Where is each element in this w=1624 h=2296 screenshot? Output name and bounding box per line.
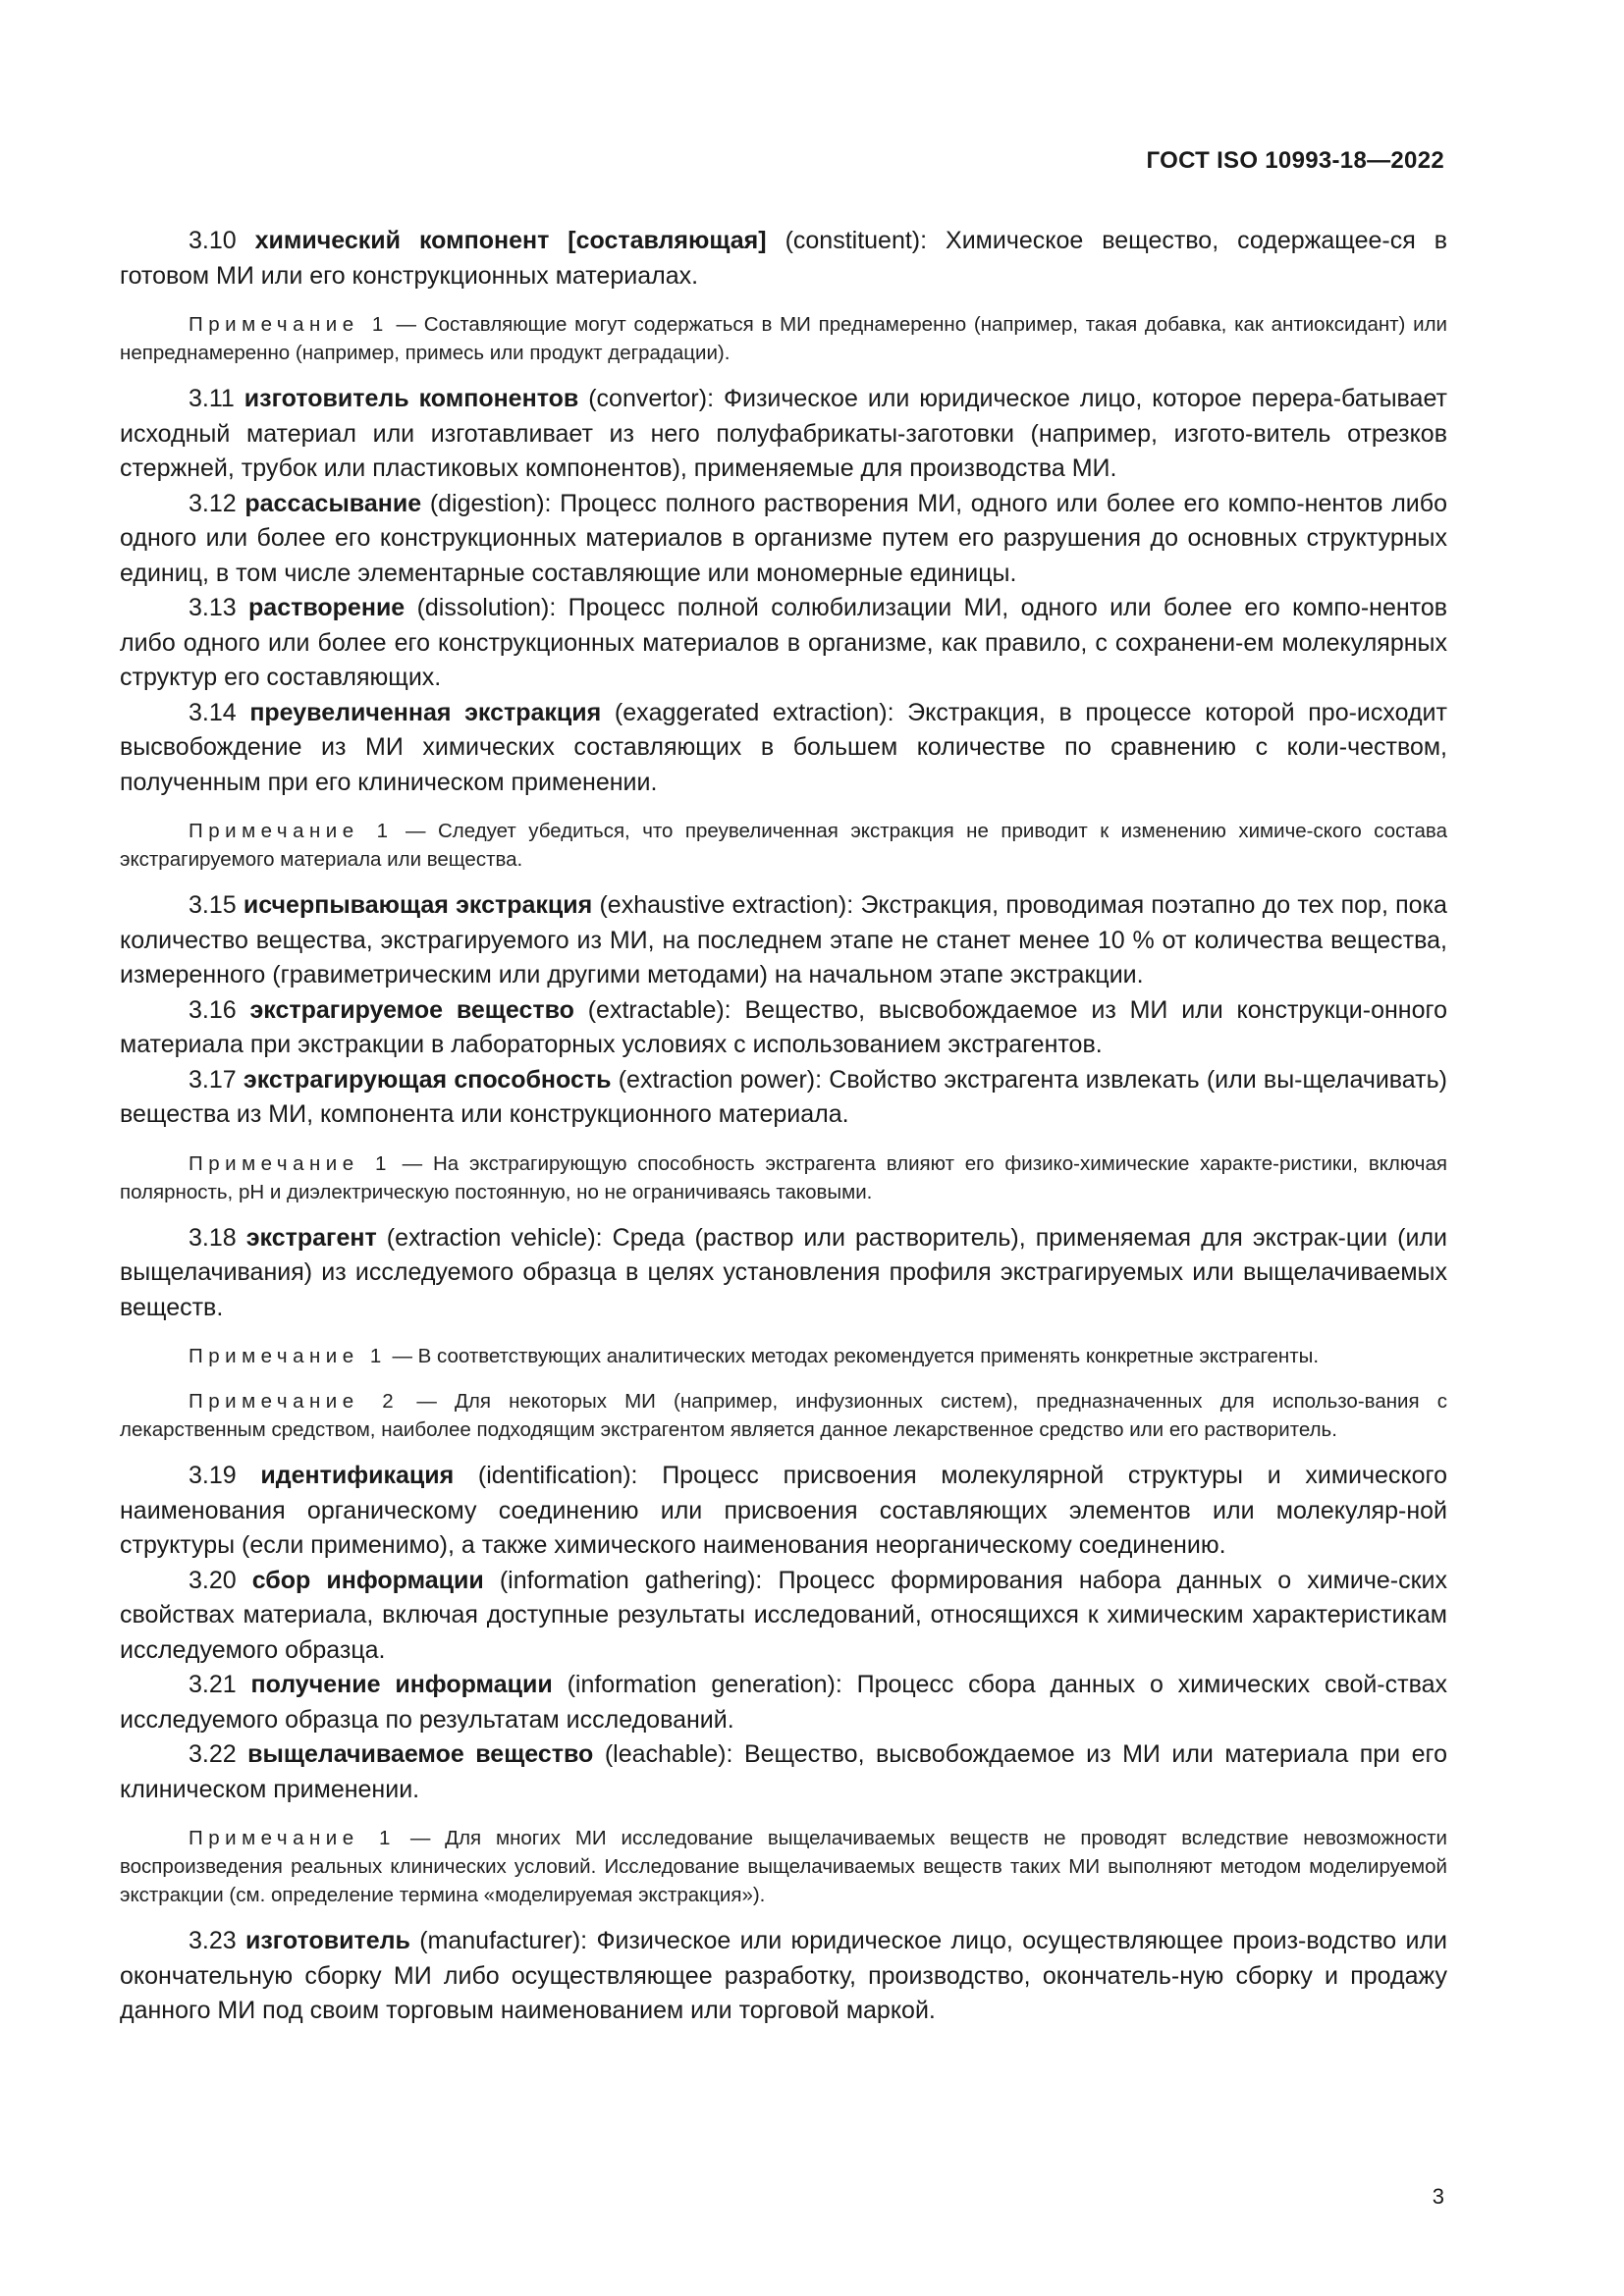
term-definition-text: Экстракция, в процессе которой про-исходит высвобождение из МИ химических составляющих в большем количестве по сравнению с коли-чеством, полученным при его клиническом применении.: [120, 698, 1447, 796]
term-definition: [120, 382, 1447, 487]
term-english: (identification):: [477, 1462, 638, 1489]
term-name: преувеличенная экстракция: [249, 698, 602, 726]
term-english: (exaggerated extraction):: [614, 698, 894, 726]
term-definition-text: Физическое или юридическое лицо, осуществляющее произ-водство или окончательную сборку МИ либо осуществляющее разработку, производство, окончатель-ную сборку и продажу данного МИ под своим торговым наименованием или торговой маркой.: [120, 1927, 1448, 2024]
term-number: 3.22: [189, 1740, 237, 1768]
term-name: изготовитель компонентов: [244, 385, 579, 412]
term-number: 3.23: [189, 1927, 237, 1954]
term-number: 3.20: [189, 1566, 237, 1594]
term-english: (constituent):: [785, 227, 928, 254]
term-number: 3.13: [189, 594, 237, 621]
term-number: 3.10: [189, 227, 237, 254]
term-name: экстрагируемое вещество: [249, 995, 574, 1024]
term-name: изготовитель: [245, 1927, 410, 1954]
term-definition: [120, 224, 1447, 294]
term-number: 3.16: [189, 995, 237, 1024]
term-definition: [120, 993, 1447, 1063]
term-definition: [120, 591, 1447, 696]
note-text: — Следует убедиться, что преувеличенная экстракция не приводит к изменению химиче-ского состава экстрагируемого материала или вещества.: [120, 820, 1447, 871]
term-name: экстрагирующая способность: [243, 1065, 612, 1094]
term-definition-text: Процесс присвоения молекулярной структуры и химического наименования органическому соединению или присвоения составляющих элементов или молекуляр-ной структуры (если применимо), а также химического наименования неорганическому соединению.: [120, 1462, 1448, 1559]
term-definition-text: Процесс полного растворения МИ, одного или более его компо-нентов либо одного или более его конструкционных материалов в организме путем его разрушения до основных структурных единиц, в том числе элементарные составляющие или мономерные единицы.: [120, 489, 1447, 587]
document-body: [120, 224, 1447, 2029]
note-label: Примечание 1: [189, 820, 394, 842]
note: [120, 1149, 1447, 1206]
note-text: — На экстрагирующую способность экстрагента влияют его физико-химические характе-ристики, включая полярность, pH и диэлектрическую постоянную, но не ограничиваясь таковыми.: [120, 1151, 1447, 1203]
term-definition: [120, 1459, 1447, 1564]
term-definition: [120, 1668, 1447, 1737]
page-number: 3: [1432, 2184, 1444, 2209]
term-definition-text: Процесс формирования набора данных о химиче-ских свойствах материала, включая доступные результаты исследований, относящихся к химическим характеристикам исследуемого образца.: [120, 1566, 1447, 1664]
term-number: 3.12: [189, 489, 237, 517]
term-definition-text: Экстракция, проводимая поэтапно до тех пор, пока количество вещества, экстрагируемого из МИ, на последнем этапе не станет менее 10 % от количества вещества, измеренного (гравиметрическим или другими методами) на начальном этапе экстракции.: [120, 891, 1447, 988]
note-label: Примечание 1: [189, 313, 389, 336]
term-definition: [120, 1221, 1447, 1326]
term-english: (information generation):: [567, 1671, 842, 1698]
note: [120, 1387, 1447, 1444]
term-name: исчерпывающая экстракция: [243, 891, 593, 919]
term-definition-text: Химическое вещество, содержащее-ся в готовом МИ или его конструкционных материалах.: [120, 227, 1447, 290]
term-name: растворение: [248, 594, 406, 621]
note-text: — В соответствующих аналитических методах рекомендуется применять конкретные экстрагенты.: [392, 1345, 1320, 1367]
term-definition-text: Среда (раствор или растворитель), применяемая для экстрак-ции (или выщелачивания) из исследуемого образца в целях установления профиля экстрагируемых или выщелачиваемых веществ.: [120, 1223, 1447, 1321]
term-number: 3.18: [189, 1223, 237, 1252]
term-definition: [120, 1924, 1447, 2029]
term-english: (dissolution):: [416, 594, 557, 621]
note-text: — Для некоторых МИ (например, инфузионных систем), предназначенных для использо-вания с лекарственным средством, наиболее подходящим экстрагентом является данное лекарственное средство или его растворитель.: [120, 1390, 1447, 1441]
note-label: Примечание 1: [189, 1151, 392, 1175]
term-name: идентификация: [260, 1462, 455, 1489]
term-english: (manufacturer):: [419, 1927, 588, 1954]
term-definition-text: Процесс полной солюбилизации МИ, одного или более его компо-нентов либо одного или более его конструкционных материалов в организме, как правило, с сохранени-ем молекулярных структур его составляющих.: [120, 594, 1448, 691]
document-header: ГОСТ ISO 10993-18—2022: [1146, 147, 1444, 174]
term-english: (convertor):: [588, 385, 715, 412]
note-label: Примечание 1: [189, 1345, 387, 1367]
term-english: (digestion):: [429, 489, 552, 517]
term-number: 3.19: [189, 1462, 237, 1489]
note-label: Примечание 1: [189, 1827, 396, 1849]
term-number: 3.11: [189, 385, 235, 412]
note: [120, 1342, 1447, 1370]
term-definition: [120, 1063, 1447, 1133]
term-definition: [120, 1737, 1447, 1807]
term-number: 3.21: [189, 1671, 237, 1698]
term-number: 3.17: [189, 1065, 237, 1094]
term-english: (leachable):: [604, 1740, 733, 1768]
term-english: (exhaustive extraction):: [599, 891, 854, 919]
note: [120, 310, 1447, 367]
term-english: (information gathering):: [499, 1566, 763, 1594]
term-definition-text: Вещество, высвобождаемое из МИ или конструкци-онного материала при экстракции в лабораторных условиях с использованием экстрагентов.: [120, 995, 1447, 1058]
term-name: экстрагент: [245, 1223, 377, 1252]
term-definition-text: Физическое или юридическое лицо, которое перера-батывает исходный материал или изготавливает из него полуфабрикаты-заготовки (например, изгото-витель отрезков стержней, трубок или пластиковых компонентов), применяемые для производства МИ.: [120, 385, 1447, 482]
term-name: рассасывание: [244, 489, 422, 517]
term-english: (extraction power):: [618, 1065, 823, 1094]
term-definition: [120, 487, 1447, 592]
term-name: выщелачиваемое вещество: [247, 1740, 594, 1768]
term-english: (extractable):: [587, 995, 731, 1024]
term-definition-text: Вещество, высвобождаемое из МИ или материала при его клиническом применении.: [120, 1740, 1447, 1803]
term-name: получение информации: [250, 1671, 553, 1698]
note-label: Примечание 2: [189, 1390, 400, 1413]
term-english: (extraction vehicle):: [386, 1223, 603, 1252]
term-number: 3.14: [189, 698, 237, 726]
note-text: — Составляющие могут содержаться в МИ преднамеренно (например, такая добавка, как антиоксидант) или непреднамеренно (например, примесь или продукт деградации).: [120, 313, 1447, 364]
term-definition-text: Свойство экстрагента извлекать (или вы-щелачивать) вещества из МИ, компонента или конструкционного материала.: [120, 1065, 1447, 1128]
term-definition: [120, 1564, 1447, 1669]
note: [120, 1824, 1447, 1909]
term-name: сбор информации: [251, 1566, 484, 1594]
note: [120, 817, 1447, 874]
term-definition-text: Процесс сбора данных о химических свой-ствах исследуемого образца по результатам исследований.: [120, 1671, 1447, 1734]
note-text: — Для многих МИ исследование выщелачиваемых веществ не проводят вследствие невозможности воспроизведения реальных клинических условий. Исследование выщелачиваемых веществ таких МИ выполняют методом моделируемой экстракции (см. определение термина «моделируемая экстракция»).: [120, 1827, 1447, 1906]
term-definition: [120, 888, 1447, 993]
term-number: 3.15: [189, 891, 237, 919]
term-definition: [120, 696, 1447, 801]
term-name: химический компонент [составляющая]: [254, 227, 767, 254]
